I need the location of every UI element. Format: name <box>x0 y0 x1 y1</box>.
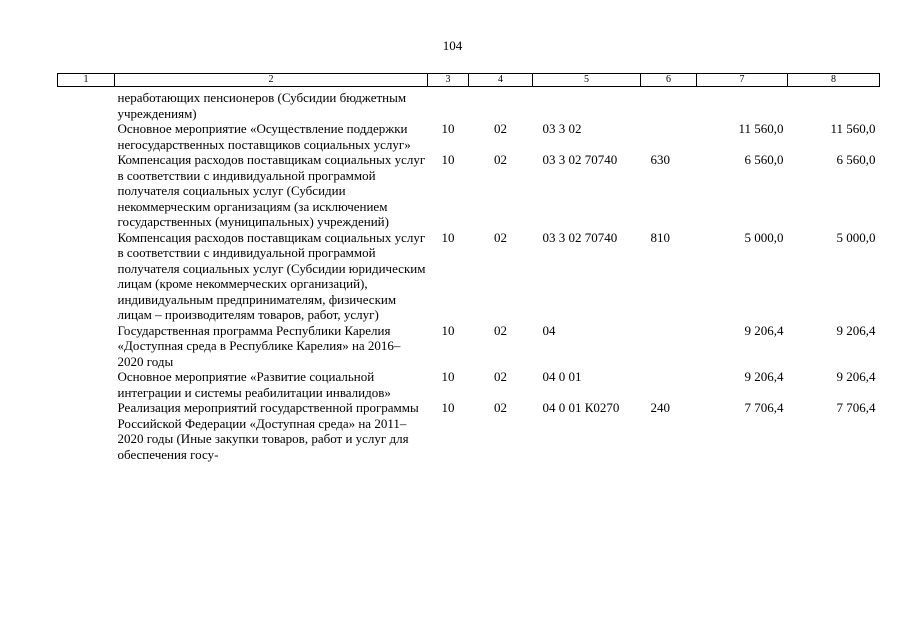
header-col-8: 8 <box>788 74 880 87</box>
cell-expense-type: 630 <box>650 152 670 167</box>
cell-expense-type <box>641 323 697 370</box>
cell-amount-7: 6 560,0 <box>744 152 784 167</box>
table-row <box>58 369 880 400</box>
table-row <box>58 87 880 122</box>
cell-col-1 <box>58 87 115 122</box>
cell-col-1 <box>58 121 115 152</box>
cell-amount-8 <box>788 87 880 122</box>
cell-subsection: 02 <box>494 152 507 167</box>
cell-amount-8: 7 706,4 <box>836 400 876 415</box>
budget-table <box>57 73 880 462</box>
table-row <box>58 323 880 370</box>
header-row <box>58 74 880 87</box>
cell-amount-7: 7 706,4 <box>744 400 784 415</box>
cell-section <box>428 87 469 122</box>
cell-amount-7: 11 560,0 <box>738 121 784 136</box>
cell-name: Государственная программа Республики Карелия «Доступная среда в Республике Карелия» на 2016–2020 годы <box>117 322 401 369</box>
cell-target-article: 04 0 01 К0270 <box>542 400 620 415</box>
cell-amount-8: 11 560,0 <box>830 121 876 136</box>
cell-name: неработающих пенсионеров (Субсидии бюджетным учреждениям) <box>117 90 407 121</box>
cell-expense-type <box>641 369 697 400</box>
header-col-5: 5 <box>533 74 641 87</box>
cell-section: 10 <box>441 229 455 245</box>
header-col-7: 7 <box>697 74 788 87</box>
cell-subsection <box>469 87 533 122</box>
cell-amount-7 <box>697 87 788 122</box>
cell-name: Компенсация расходов поставщикам социальных услуг в соответствии с индивидуальной программой получателя социальных услуг (Субсидии некоммерческим организациям (за исключением государственных (муниципальных) учреждений) <box>117 152 426 229</box>
cell-target-article <box>533 87 641 122</box>
cell-subsection: 02 <box>494 121 507 136</box>
table-body <box>58 87 880 463</box>
cell-expense-type: 810 <box>650 229 670 245</box>
cell-name: Компенсация расходов поставщикам социальных услуг в соответствии с индивидуальной программой получателя социальных услуг (Субсидии юридическим лицам (кроме некоммерческих организаций), индивидуальным предпринимателям, физическим лицам – производителям товаров, работ, услуг) <box>117 229 426 322</box>
table-row <box>58 121 880 152</box>
cell-subsection: 02 <box>494 322 507 338</box>
cell-expense-type <box>641 87 697 122</box>
cell-section: 10 <box>441 400 455 415</box>
cell-name: Реализация мероприятий государственной программы Российской Федерации «Доступная среда» на 2011–2020 годы (Иные закупки товаров, работ и услуг для обеспечения госу- <box>117 400 419 462</box>
cell-amount-7: 9 206,4 <box>744 322 784 338</box>
header-col-4: 4 <box>469 74 533 87</box>
table-row <box>58 400 880 462</box>
cell-col-1 <box>58 152 115 230</box>
cell-section: 10 <box>441 152 455 167</box>
table-row <box>58 152 880 230</box>
cell-amount-8: 5 000,0 <box>836 229 876 245</box>
cell-target-article: 03 3 02 <box>542 121 582 136</box>
header-col-3: 3 <box>428 74 469 87</box>
cell-amount-8: 6 560,0 <box>836 152 876 167</box>
cell-target-article: 04 0 01 <box>542 369 582 384</box>
cell-section: 10 <box>441 369 455 384</box>
header-col-2: 2 <box>115 74 428 87</box>
cell-col-1 <box>58 230 115 323</box>
header-col-1: 1 <box>58 74 115 87</box>
cell-amount-8: 9 206,4 <box>836 322 876 338</box>
cell-section: 10 <box>441 121 455 136</box>
page-number: 104 <box>442 38 463 53</box>
cell-amount-7: 5 000,0 <box>744 229 784 245</box>
cell-col-1 <box>58 400 115 462</box>
cell-target-article: 03 3 02 70740 <box>542 229 618 245</box>
cell-expense-type: 240 <box>650 400 670 415</box>
cell-amount-8: 9 206,4 <box>836 369 876 384</box>
cell-amount-7: 9 206,4 <box>744 369 784 384</box>
cell-subsection: 02 <box>494 229 507 245</box>
header-col-6: 6 <box>641 74 697 87</box>
cell-subsection: 02 <box>494 400 507 415</box>
cell-name: Основное мероприятие «Развитие социальной интеграции и системы реабилитации инвалидов» <box>117 369 391 400</box>
cell-col-1 <box>58 323 115 370</box>
cell-section: 10 <box>441 322 455 338</box>
cell-col-1 <box>58 369 115 400</box>
cell-target-article: 04 <box>542 322 556 338</box>
table-row <box>58 230 880 323</box>
table-header <box>58 74 880 87</box>
cell-subsection: 02 <box>494 369 507 384</box>
cell-target-article: 03 3 02 70740 <box>542 152 618 167</box>
cell-name: Основное мероприятие «Осуществление поддержки негосударственных поставщиков социальных услуг» <box>117 121 411 152</box>
cell-expense-type <box>641 121 697 152</box>
